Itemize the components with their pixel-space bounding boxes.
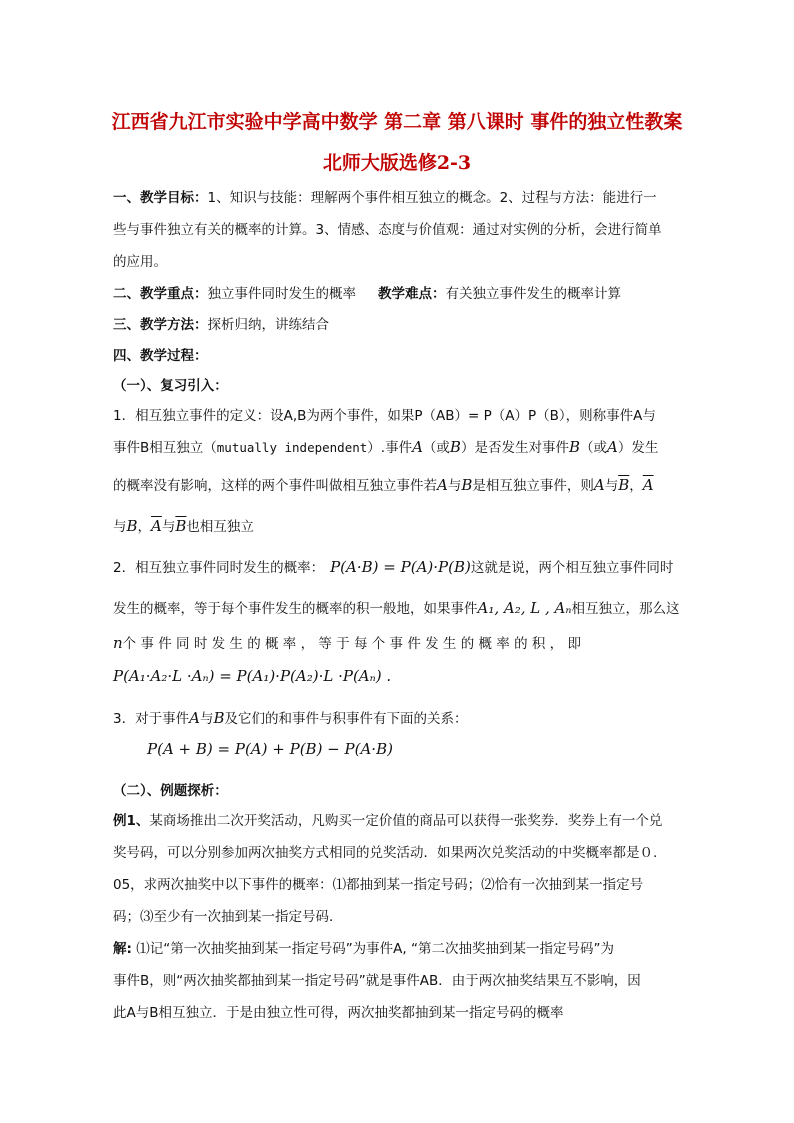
review-p2-line-3: n个 事 件 同 时 发 生 的 概 率 ， 等 于 每 个 事 件 发 生 的 概 率 的 积 ， 即 [113, 634, 581, 652]
process-label: 四、教学过程： [113, 348, 208, 364]
focus-line: 二、教学重点：独立事件同时发生的概率 教学难点：有关独立事件发生的概率计算 [113, 286, 621, 302]
review-p2-line-2: 发生的概率，等于每个事件发生的概率的积一般地，如果事件A₁, A₂, L , Aₙ相互独立，那么这 [113, 599, 680, 617]
examples-label: （二）、例题探析： [113, 783, 228, 799]
review-p2-line-1: 2．相互独立事件同时发生的概率： P(A·B) = P(A)·P(B)这就是说，两个相互独立事件同时 [113, 558, 674, 576]
objectives-line-1: 一、教学目标：1、知识与技能：理解两个事件相互独立的概念。2、过程与方法：能进行一 [113, 190, 657, 206]
review-p1-line-4: 与B，$\overline{A}$与$\overline{B}$也相互独立 [113, 517, 254, 535]
objectives-line-3: 的应用。 [113, 254, 167, 270]
example1-line-2: 奖号码，可以分别参加两次抽奖方式相同的兑奖活动．如果两次兑奖活动的中奖概率都是０. [113, 845, 658, 861]
review-p1-line-3: 的概率没有影响，这样的两个事件叫做相互独立事件若A与B是相互独立事件，则A与$\overline{B}$，$\overline{A}$ [113, 476, 654, 494]
example1-line-3: 05，求两次抽奖中以下事件的概率：⑴都抽到某一指定号码；⑵恰有一次抽到某一指定号 [113, 877, 644, 893]
objectives-label: 一、教学目标： [113, 190, 208, 206]
solution-line-3: 此A与B相互独立．于是由独立性可得，两次抽奖都抽到某一指定号码的概率 [113, 1005, 564, 1021]
solution-line-2: 事件B，则“两次抽奖都抽到某一指定号码”就是事件AB．由于两次抽奖结果互不影响，因 [113, 973, 641, 989]
review-p1-line-2: 事件B相互独立（mutually independent）.事件A（或B）是否发生对事件B（或A）发生 [113, 438, 659, 456]
review-p2-formula: P(A₁·A₂·L ·Aₙ) = P(A₁)·P(A₂)·L ·P(Aₙ) . [113, 667, 392, 685]
example1-line-4: 码；⑶至少有一次抽到某一指定号码． [113, 909, 343, 925]
review-label: （一）、复习引入： [113, 378, 228, 394]
objectives-line-2: 些与事件独立有关的概率的计算。3、情感、态度与价值观：通过对实例的分析，会进行简单 [113, 222, 662, 238]
example1-line-1: 例1、某商场推出二次开奖活动，凡购买一定价值的商品可以获得一张奖券．奖券上有一个兑 [113, 813, 663, 829]
title-line-2: 北师大版选修2-3 [322, 152, 472, 174]
title-line-1: 江西省九江市实验中学高中数学 第二章 第八课时 事件的独立性教案 [111, 111, 683, 133]
solution-line-1: 解: ⑴记“第一次抽奖抽到某一指定号码”为事件A, “第二次抽奖抽到某一指定号码”为 [113, 941, 614, 957]
review-p3-formula: P(A + B) = P(A) + P(B) − P(A·B) [147, 740, 393, 758]
formula-independence: P(A·B) = P(A)·P(B) [330, 558, 471, 576]
review-p1-line-1: 1．相互独立事件的定义：设A,B为两个事件，如果P（AB）= P（A）P（B），则称事件A与 [113, 408, 656, 424]
review-p3-line-1: 3．对于事件A与B及它们的和事件与积事件有下面的关系： [113, 709, 468, 727]
methods-line: 三、教学方法：探析归纳，讲练结合 [113, 317, 329, 333]
